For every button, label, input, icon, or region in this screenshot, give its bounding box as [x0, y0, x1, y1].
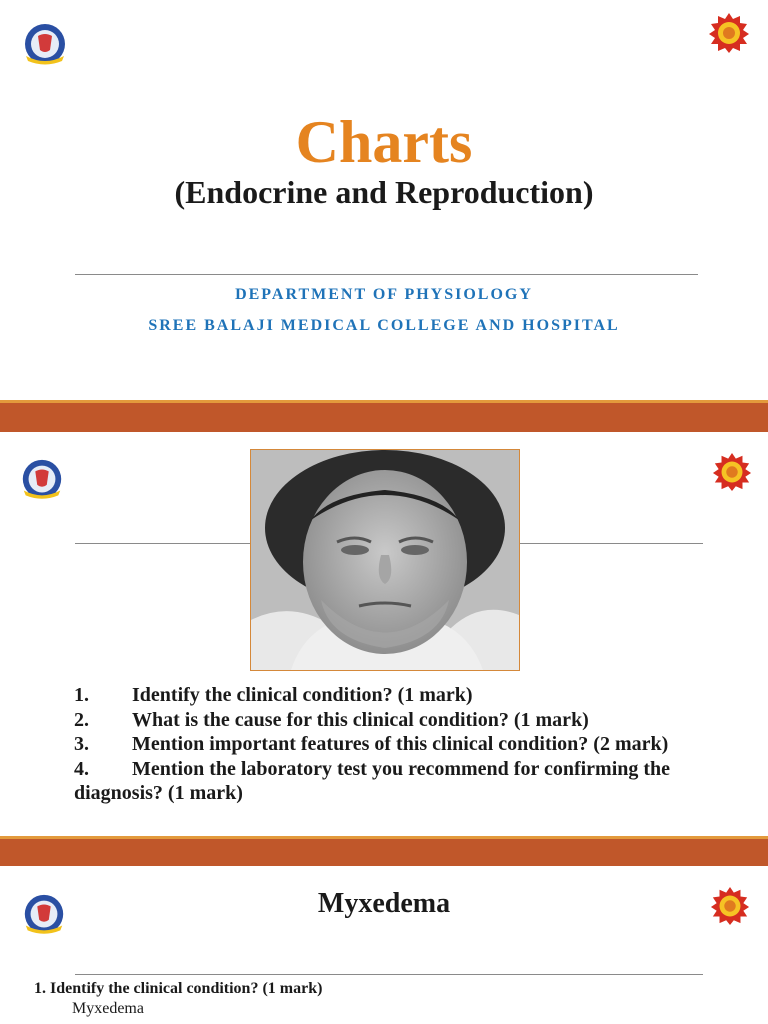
- band-accent-line: [0, 836, 768, 839]
- gear-sun-emblem-icon: [712, 452, 752, 492]
- band-accent-line: [0, 400, 768, 403]
- divider: [75, 274, 698, 275]
- question-item-4: 4. Mention the laboratory test you recommend for confirming the diagnosis? (1 mark): [74, 757, 671, 804]
- divider: [75, 974, 703, 975]
- divider-left: [75, 543, 250, 544]
- question-list: [74, 683, 714, 806]
- question-item-3: 3. Mention important features of this clinical condition? (2 mark): [74, 733, 669, 755]
- patient-face-illustration: [251, 450, 519, 670]
- college-emblem-icon: [20, 22, 70, 68]
- answer-question: 1. Identify the clinical condition? (1 mark): [34, 980, 323, 997]
- slide-title: Charts: [295, 109, 473, 175]
- question-slide: [0, 432, 768, 836]
- answer-slide: [0, 866, 768, 1024]
- answer-title: Myxedema: [317, 888, 451, 919]
- slide-separator-band: [0, 836, 768, 866]
- gear-sun-emblem-icon: [708, 12, 750, 54]
- college-emblem-icon: [18, 457, 66, 503]
- slide-subtitle: (Endocrine and Reproduction): [174, 174, 594, 210]
- question-item-1: 1. Identify the clinical condition? (1 mark): [74, 684, 473, 706]
- question-item-2: 2. What is the cause for this clinical condition? (1 mark): [74, 708, 589, 731]
- college-name: SREE BALAJI MEDICAL COLLEGE AND HOSPITAL: [148, 317, 620, 334]
- title-slide: [0, 0, 768, 400]
- patient-photo: [250, 449, 520, 671]
- slide-separator-band: [0, 400, 768, 432]
- divider-right: [519, 543, 703, 544]
- department-name: DEPARTMENT OF PHYSIOLOGY: [235, 286, 533, 303]
- answer-text: Myxedema: [72, 1000, 144, 1017]
